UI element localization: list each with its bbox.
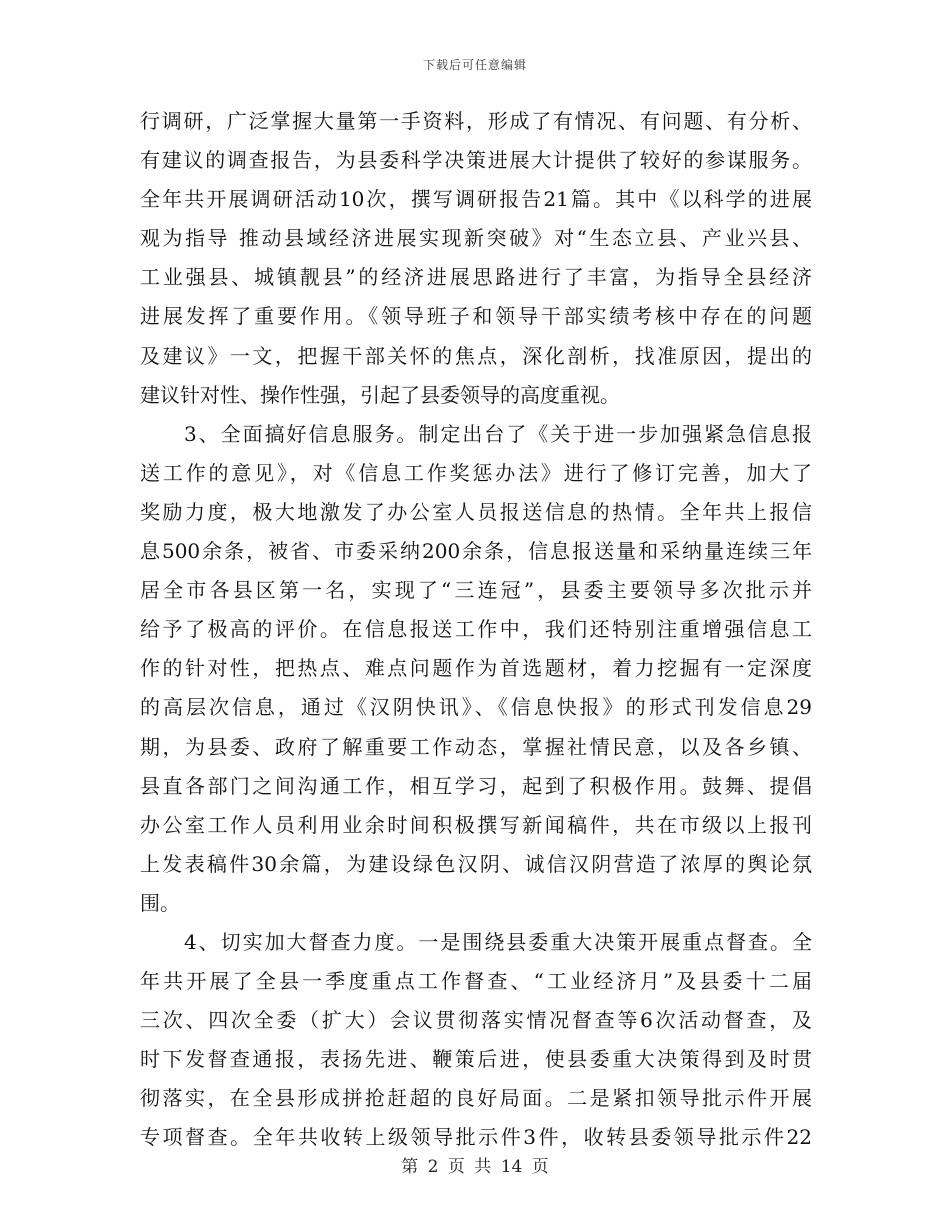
text-line: 及建议》一文，把握干部关怀的焦点，深化剖析，找准原因，提出的 [140, 343, 812, 368]
text-line: 进展发挥了重要作用。《领导班子和领导干部实绩考核中存在的问题 [140, 304, 812, 329]
text-line: 三次、四次全委（扩大）会议贯彻落实情况督查等6次活动督查，及 [140, 1008, 812, 1033]
text-line: 彻落实，在全县形成拼抢赶超的良好局面。二是紧扣领导批示件开展 [140, 1086, 812, 1111]
text-line: 办公室工作人员利用业余时间积极撰写新闻稿件，共在市级以上报刊 [140, 812, 812, 837]
text-line: 给予了极高的评价。在信息报送工作中，我们还特别注重增强信息工 [140, 617, 812, 642]
page-header: 下载后可任意编辑 [422, 58, 527, 72]
text-line: 息500余条，被省、市委采纳200余条，信息报送量和采纳量连续三年 [140, 539, 812, 564]
text-line: 的高层次信息，通过《汉阴快讯》、《信息快报》的形式刊发信息29 [140, 695, 812, 720]
text-line: 奖励力度，极大地激发了办公室人员报送信息的热情。全年共上报信 [140, 499, 812, 524]
text-line: 3、全面搞好信息服务。制定出台了《关于进一步加强紧急信息报 [140, 421, 812, 446]
text-line: 工业强县、城镇靓县”的经济进展思路进行了丰富，为指导全县经济 [140, 265, 812, 290]
text-line: 年共开展了全县一季度重点工作督查、“工业经济月”及县委十二届 [140, 969, 812, 994]
paragraph-information-service [140, 415, 812, 923]
text-line: 全年共开展调研活动10次，撰写调研报告21篇。其中《以科学的进展 [140, 187, 812, 212]
paragraph-research [140, 102, 812, 415]
text-line: 作的针对性，把热点、难点问题作为首选题材，着力挖掘有一定深度 [140, 656, 812, 681]
text-line: 有建议的调查报告，为县委科学决策进展大计提供了较好的参谋服务。 [140, 148, 812, 173]
text-line: 时下发督查通报，表扬先进、鞭策后进，使县委重大决策得到及时贯 [140, 1047, 812, 1072]
document-body [140, 102, 812, 1158]
text-line: 围。 [140, 890, 180, 915]
text-line: 建议针对性、操作性强，引起了县委领导的高度重视。 [140, 382, 620, 407]
text-line: 居全市各县区第一名，实现了“三连冠”，县委主要领导多次批示并 [140, 578, 812, 603]
text-line: 上发表稿件30余篇，为建设绿色汉阴、诚信汉阴营造了浓厚的舆论氛 [140, 851, 812, 876]
page-number-footer: 第 2 页 共 14 页 [401, 1157, 549, 1177]
paragraph-supervision [140, 923, 812, 1158]
text-line: 送工作的意见》，对《信息工作奖惩办法》进行了修订完善，加大了 [140, 460, 812, 485]
text-line: 4、切实加大督查力度。一是围绕县委重大决策开展重点督查。全 [140, 929, 812, 954]
text-line: 期，为县委、政府了解重要工作动态，掌握社情民意，以及各乡镇、 [140, 734, 812, 759]
text-line: 行调研，广泛掌握大量第一手资料，形成了有情况、有问题、有分析、 [140, 109, 812, 133]
text-line: 专项督查。全年共收转上级领导批示件3件，收转县委领导批示件22 [140, 1125, 812, 1150]
text-line: 县直各部门之间沟通工作，相互学习，起到了积极作用。鼓舞、提倡 [140, 773, 812, 798]
text-line: 观为指导 推动县域经济进展实现新突破》对“生态立县、产业兴县、 [140, 226, 812, 251]
